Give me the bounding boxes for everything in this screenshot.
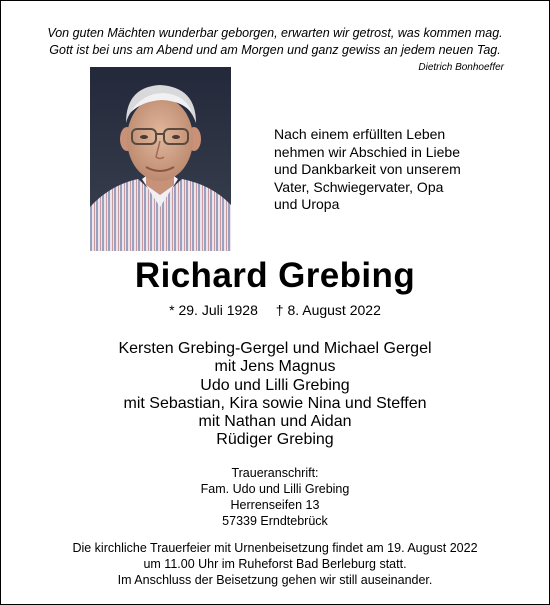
portrait-photo [90,67,231,251]
quote-line: Gott ist bei uns am Abend und am Morgen und ganz gewiss an jedem neuen Tag. [49,43,501,57]
funeral-info [1,540,549,588]
quote-author: Dietrich Bonhoeffer [418,62,504,73]
deceased-name: Richard Grebing [134,256,416,295]
farewell-line: nehmen wir Abschied in Liebe [274,143,461,160]
family-line: mit Sebastian, Kira sowie Nina und Steffen [123,394,427,412]
address-line: Fam. Udo und Lilli Grebing [200,482,350,496]
death-date: † 8. August 2022 [275,302,381,318]
farewell-line: Vater, Schwiegervater, Opa [274,178,444,195]
life-dates [1,302,549,318]
address-line: 57339 Erndtebrück [222,514,328,528]
farewell-line: und Dankbarkeit von unserem [274,161,461,177]
family-line: Udo und Lilli Grebing [200,376,350,394]
family-line: mit Jens Magnus [214,358,336,376]
funeral-line: um 11.00 Uhr im Ruheforst Bad Berleburg statt. [143,557,407,571]
birth-date: * 29. Juli 1928 [169,302,258,318]
family-line: mit Nathan und Aidan [198,413,352,431]
mourning-address [1,465,549,529]
farewell-line: Nach einem erfüllten Leben [274,126,446,142]
funeral-line: Im Anschluss der Beisetzung gehen wir still auseinander. [117,573,433,587]
family-line: Rüdiger Grebing [216,431,334,449]
address-line: Herrenseifen 13 [230,498,320,512]
family-list [1,340,549,450]
funeral-line: Die kirchliche Trauerfeier mit Urnenbeisetzung findet am 19. August 2022 [72,541,478,555]
quote-line: Von guten Mächten wunderbar geborgen, erwarten wir getrost, was kommen mag. [47,26,503,40]
address-label: Traueranschrift: [231,466,319,480]
farewell-text [274,126,484,214]
farewell-line: und Uropa [274,196,340,212]
bonhoeffer-quote [1,25,549,59]
family-line: Kersten Grebing-Gergel und Michael Gergel [118,340,432,357]
